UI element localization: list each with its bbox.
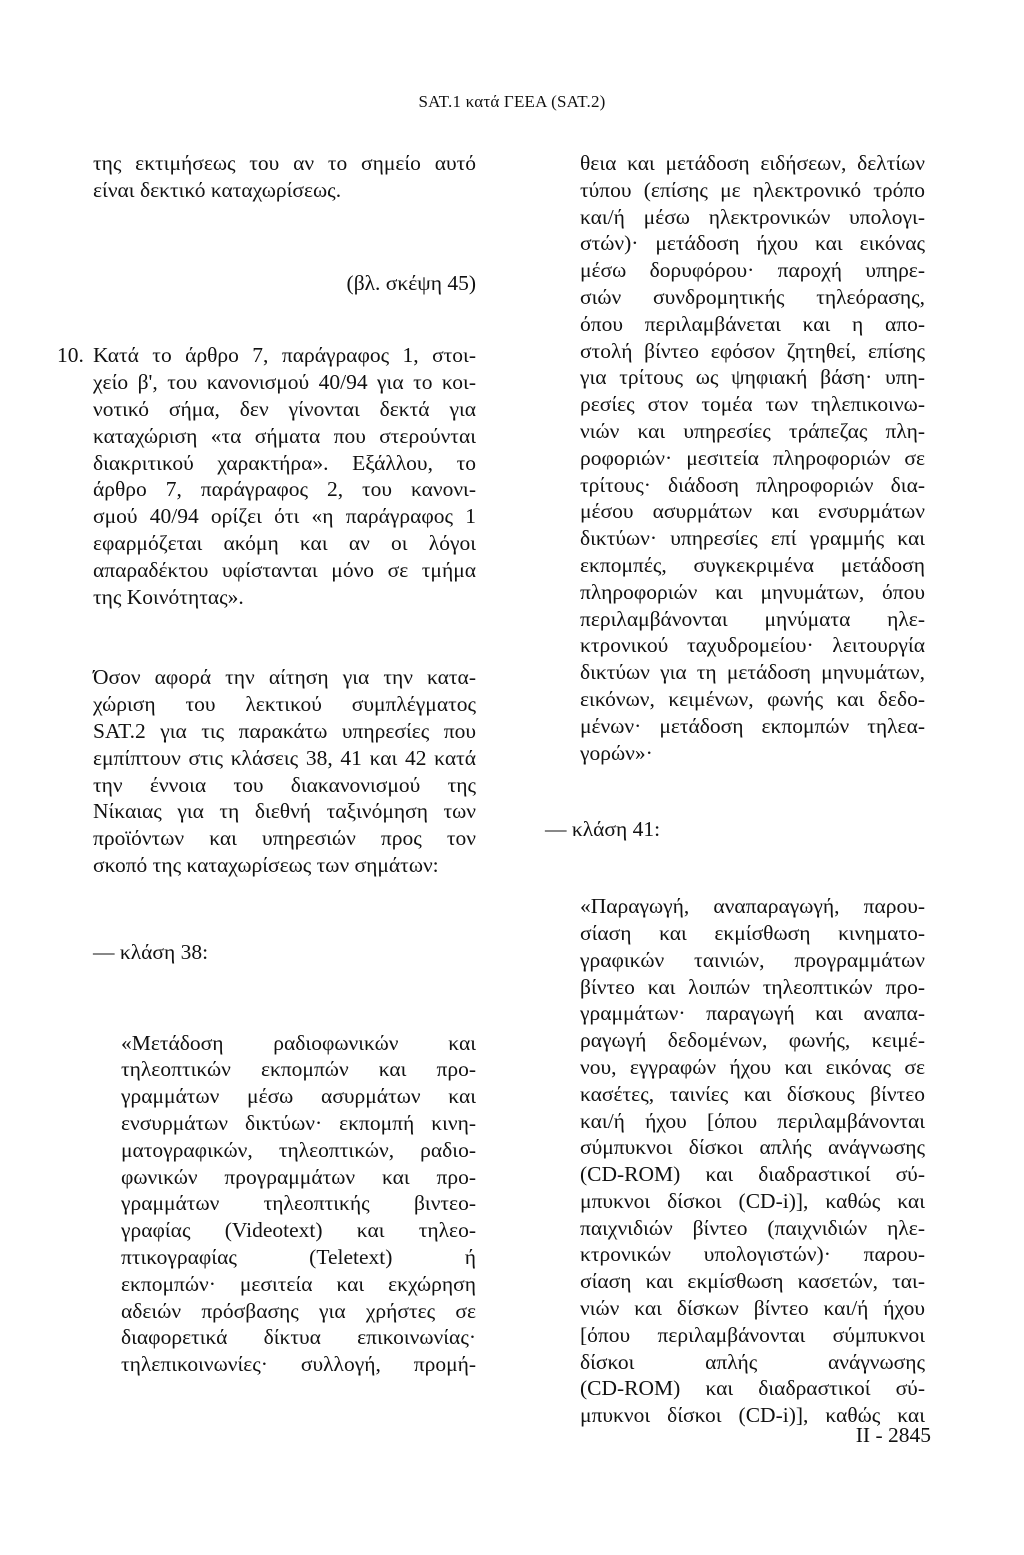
class-38-continuation: [553, 150, 933, 766]
class-38-label: — κλάση 38:: [93, 939, 209, 964]
text-line: τύπου (επίσης με ηλεκτρονικό τρόπο: [580, 177, 925, 202]
text-line: διακριτικού χαρακτήρα». Εξάλλου, το: [93, 450, 476, 475]
running-header: SAT.1 κατά ΓΕΕΑ (SAT.2): [418, 92, 606, 111]
text-line: (CD-ROM) και διαδραστικοί σύ-: [580, 1162, 925, 1187]
intro-paragraph: [93, 150, 483, 204]
text-line: εικόνων, κειμένων, φωνής και δεδο-: [580, 686, 925, 711]
text-line: σκοπό της καταχωρίσεως των σημάτων:: [93, 852, 439, 877]
text-line: πληροφοριών και μηνυμάτων, όπου: [580, 579, 925, 604]
text-line: προϊόντων και υπηρεσιών προς τον: [93, 826, 476, 851]
text-line: εκπομπών· μεσιτεία και εκχώρηση: [121, 1271, 476, 1296]
left-column: [57, 150, 483, 1378]
text-line: βίντεο και λοιπών τηλεοπτικών προ-: [580, 974, 925, 999]
text-line: ραγωγή δεδομένων, φωνής, κειμέ-: [580, 1028, 925, 1053]
text-line: της Κοινότητας».: [93, 584, 244, 609]
text-line: νοτικό σήμα, δεν γίνονται δεκτά για: [93, 396, 476, 421]
text-line: μπυκνοι δίσκοι (CD-i)], καθώς και: [580, 1403, 925, 1428]
text-line: σμού 40/94 ορίζει ότι «η παράγραφος 1: [93, 504, 476, 529]
text-line: φωνικών προγραμμάτων και προ-: [121, 1164, 476, 1189]
text-line: και/ή μέσω ηλεκτρονικών υπολογι-: [580, 204, 925, 229]
text-line: τηλεοπτικών εκπομπών και προ-: [121, 1057, 476, 1082]
text-line: εμπίπτουν στις κλάσεις 38, 41 και 42 κατά: [93, 745, 476, 770]
text-line: γραμμάτων τηλεοπτικής βιντεο-: [121, 1191, 476, 1216]
text-line: αδειών πρόσβασης για χρήστες σε: [121, 1298, 476, 1323]
text-line: στών)· μετάδοση ήχου και εικόνας: [580, 231, 925, 256]
text-line: εκπομπές, συγκεκριμένα μετάδοση: [580, 552, 925, 577]
text-line: μέσου ασυρμάτων και ενσυρμάτων: [580, 499, 925, 524]
text-line: δικτύων· υπηρεσίες επί γραμμής και: [580, 526, 925, 551]
text-line: για τρίτους ως ψηφιακή βάση· υπη-: [580, 365, 925, 390]
text-line: νιών και δίσκων βίντεο και/ή ήχου: [580, 1296, 925, 1321]
text-line: όπου περιλαμβάνεται και η απο-: [580, 311, 925, 336]
class-41-label: — κλάση 41:: [545, 817, 661, 842]
text-line: τρίτους· διάδοση πληροφοριών δια-: [580, 472, 925, 497]
text-line: SAT.2 για τις παρακάτω υπηρεσίες που: [93, 718, 476, 743]
text-line: σύμπυκνοι δίσκοι απλής ανάγνωσης: [580, 1135, 925, 1160]
paragraph-number: 10.: [57, 343, 84, 368]
text-line: μένων· μετάδοση εκπομπών τηλεα-: [580, 713, 925, 738]
text-line: περιλαμβάνονται μηνύματα ηλε-: [580, 606, 925, 631]
text-line: γραφικών ταινιών, προγραμμάτων: [580, 947, 925, 972]
text-line: (CD-ROM) και διαδραστικοί σύ-: [580, 1376, 925, 1401]
text-line: την έννοια του διακανονισμού της: [93, 772, 476, 797]
text-line: άρθρο 7, παράγραφος 2, του κανονι-: [93, 477, 476, 502]
reference-note: (βλ. σκέψη 45): [346, 270, 476, 295]
text-line: «Μετάδοση ραδιοφωνικών και: [121, 1030, 476, 1055]
text-line: [όπου περιλαμβάνονται σύμπυκνοι: [580, 1322, 925, 1347]
text-line: εφαρμόζεται ακόμη και αν οι λόγοι: [93, 530, 476, 555]
class-38-description: [93, 1030, 483, 1378]
text-line: μπυκνοι δίσκοι (CD-i)], καθώς και: [580, 1188, 925, 1213]
text-line: «Παραγωγή, αναπαραγωγή, παρου-: [580, 894, 925, 919]
text-line: διαφορετικά δίκτυα επικοινωνίας·: [121, 1325, 476, 1350]
text-line: είναι δεκτικό καταχωρίσεως.: [93, 177, 342, 202]
text-line: Κατά το άρθρο 7, παράγραφος 1, στοι-: [93, 343, 476, 368]
text-line: γραμμάτων μέσω ασυρμάτων και: [121, 1084, 476, 1109]
text-line: κτρονικών υπολογιστών)· παρου-: [580, 1242, 925, 1267]
text-line: καταχώριση «τα σήματα που στερούνται: [93, 423, 476, 448]
class-41-description: [553, 893, 933, 1429]
text-line: παιχνιδιών βίντεο (παιχνιδιών ηλε-: [580, 1215, 925, 1240]
page-number: II - 2845: [855, 1423, 931, 1447]
text-line: στολή βίντεο εφόσον ζητηθεί, επίσης: [580, 338, 925, 363]
text-line: της εκτιμήσεως του αν το σημείο αυτό: [93, 151, 476, 175]
text-line: σίαση και εκμίσθωση κασετών, ται-: [580, 1269, 925, 1294]
text-line: νου, εγγραφών ήχου και εικόνας σε: [580, 1054, 925, 1079]
services-paragraph: [93, 664, 483, 878]
text-line: δικτύων για τη μετάδοση μηνυμάτων,: [580, 660, 925, 685]
right-column: [545, 150, 933, 1429]
text-line: γραφίας (Videotext) και τηλεο-: [121, 1218, 476, 1243]
text-line: τηλεπικοινωνίες· συλλογή, προμή-: [121, 1352, 476, 1377]
text-line: μέσω δορυφόρου· παροχή υπηρε-: [580, 258, 925, 283]
text-line: ροφοριών· μεσιτεία πληροφοριών σε: [580, 445, 925, 470]
text-line: δίσκοι απλής ανάγνωσης: [580, 1349, 925, 1374]
text-line: Όσον αφορά την αίτηση για την κατα-: [93, 665, 476, 690]
text-line: σίαση και εκμίσθωση κινηματο-: [580, 920, 925, 945]
text-line: απαραδέκτου υφίστανται μόνο σε τμήμα: [93, 557, 476, 582]
text-line: χώριση του λεκτικού συμπλέγματος: [93, 692, 476, 717]
text-line: ρεσίες στον τομέα των τηλεπικοινω-: [580, 392, 925, 417]
text-line: σιών συνδρομητικής τηλεόρασης,: [580, 284, 925, 309]
text-line: κτρονικού ταχυδρομείου· λειτουργία: [580, 633, 925, 658]
text-line: θεια και μετάδοση ειδήσεων, δελτίων: [580, 151, 925, 175]
text-line: και/ή ήχου [όπου περιλαμβάνονται: [580, 1108, 925, 1133]
text-line: ματογραφικών, τηλεοπτικών, ραδιο-: [121, 1137, 476, 1162]
text-line: ενσυρμάτων δικτύων· εκπομπή κινη-: [121, 1110, 476, 1135]
text-line: γορών»·: [580, 740, 653, 765]
text-line: νιών και υπηρεσίες τράπεζας πλη-: [580, 418, 925, 443]
text-line: χείο β', του κανονισμού 40/94 για το κοι-: [93, 370, 476, 395]
text-line: Νίκαιας για τη διεθνή ταξινόμηση των: [93, 799, 476, 824]
text-line: πτικογραφίας (Teletext) ή: [121, 1244, 476, 1269]
text-line: κασέτες, ταινίες και δίσκους βίντεο: [580, 1081, 925, 1106]
text-line: γραμμάτων· παραγωγή και αναπα-: [580, 1001, 925, 1026]
paragraph-10: [57, 342, 483, 610]
